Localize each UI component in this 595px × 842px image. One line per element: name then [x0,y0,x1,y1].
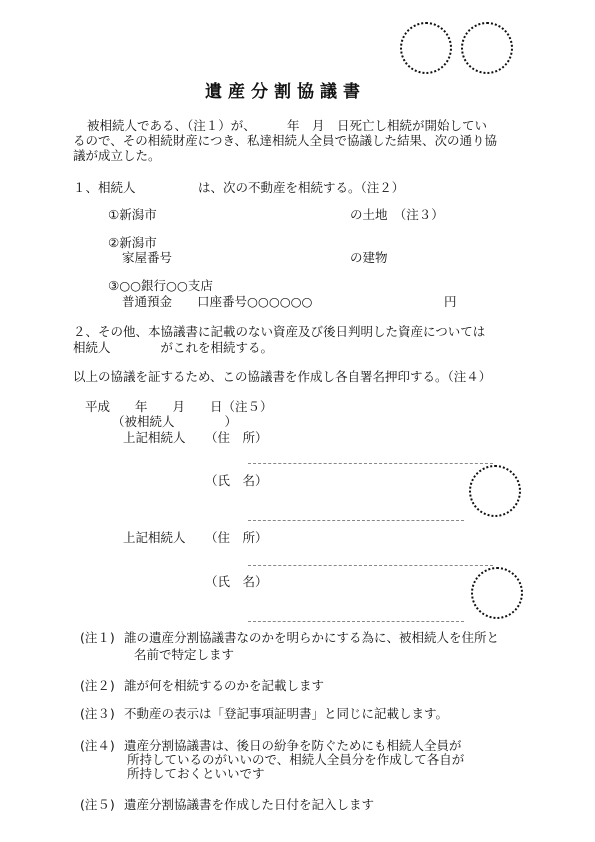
note4-line-3: 所持しておくといいです [127,766,265,781]
note3-label: (注３) [80,706,115,721]
note5-label: (注５) [80,797,115,812]
clause2-line-2: 相続人 がこれを相続する。 [73,340,274,355]
note4-label: (注４) [80,738,115,753]
note1-label: (注１) [80,630,115,645]
heir1-address-label: （住 所） [205,430,268,445]
seal-circle-top-right [461,22,513,74]
heir2-address-label: （住 所） [205,530,268,545]
clause2-line-1: ２、その他、本協議書に記載のない資産及び後日判明した資産については [73,324,486,339]
certify-statement: 以上の協議を証するため、この協議書を作成し各自署名押印する。（注４） [73,369,492,384]
heir1-address-line [248,463,493,464]
note1-line-2: 名前で特定します [134,647,235,662]
clause1-item3-account: 普通預金 口座番号○○○○○○ [122,294,313,309]
intro-line-1: 被相続人である、（注１）が、 年 月 日死亡し相続が開始してい [87,118,488,133]
clause1-item1-suffix: の土地 （注３） [350,207,444,222]
date-line: 平成 年 月 日（注５） [85,399,273,414]
clause1-item2-label: ②新潟市 [108,235,157,250]
clause1-item1-label: ①新潟市 [108,207,157,222]
seal-circle-top-left [400,22,452,74]
document-title: 遺産分割協議書 [205,82,366,102]
clause1-item3-unit: 円 [444,294,457,309]
note3-line-1: 不動産の表示は「登記事項証明書」と同じに記載します。 [124,706,449,721]
intro-line-3: 議が成立した。 [73,148,161,163]
heir2-address-line [248,565,493,566]
note1-line-1: 誰の遺産分割協議書なのかを明らかにする為に、被相続人を住所と [124,630,500,645]
intro-line-2: るので、その相続財産につき、私達相続人全員で協議した結果、次の通り協 [73,133,498,148]
clause1-item2-suffix: の建物 [350,250,388,265]
note5-line-1: 遺産分割協議書を作成した日付を記入します [124,797,375,812]
decedent-line: （被相続人 ） [112,414,238,429]
heir2-seal-circle [471,567,523,619]
heir1-name-label: （氏 名） [205,473,268,488]
heir1-seal-circle [469,465,521,517]
heir1-name-line [248,520,464,521]
heir1-role: 上記相続人 [123,430,186,445]
heir2-name-line [248,621,464,622]
clause1-item2-sub: 家屋番号 [122,250,173,265]
heir2-name-label: （氏 名） [205,574,268,589]
clause1-item3-label: ③○○銀行○○支店 [108,278,213,293]
note4-line-1: 遺産分割協議書は、後日の紛争を防ぐためにも相続人全員が [124,738,462,753]
heir2-role: 上記相続人 [123,530,186,545]
note4-line-2: 所持しているのがいいので、相続人全員分を作成して各自が [127,752,465,767]
note2-label: (注２) [80,678,115,693]
clause1-heading: １、相続人 は、次の不動産を相続する。（注２） [73,180,405,195]
note2-line-1: 誰が何を相続するのかを記載します [124,678,325,693]
